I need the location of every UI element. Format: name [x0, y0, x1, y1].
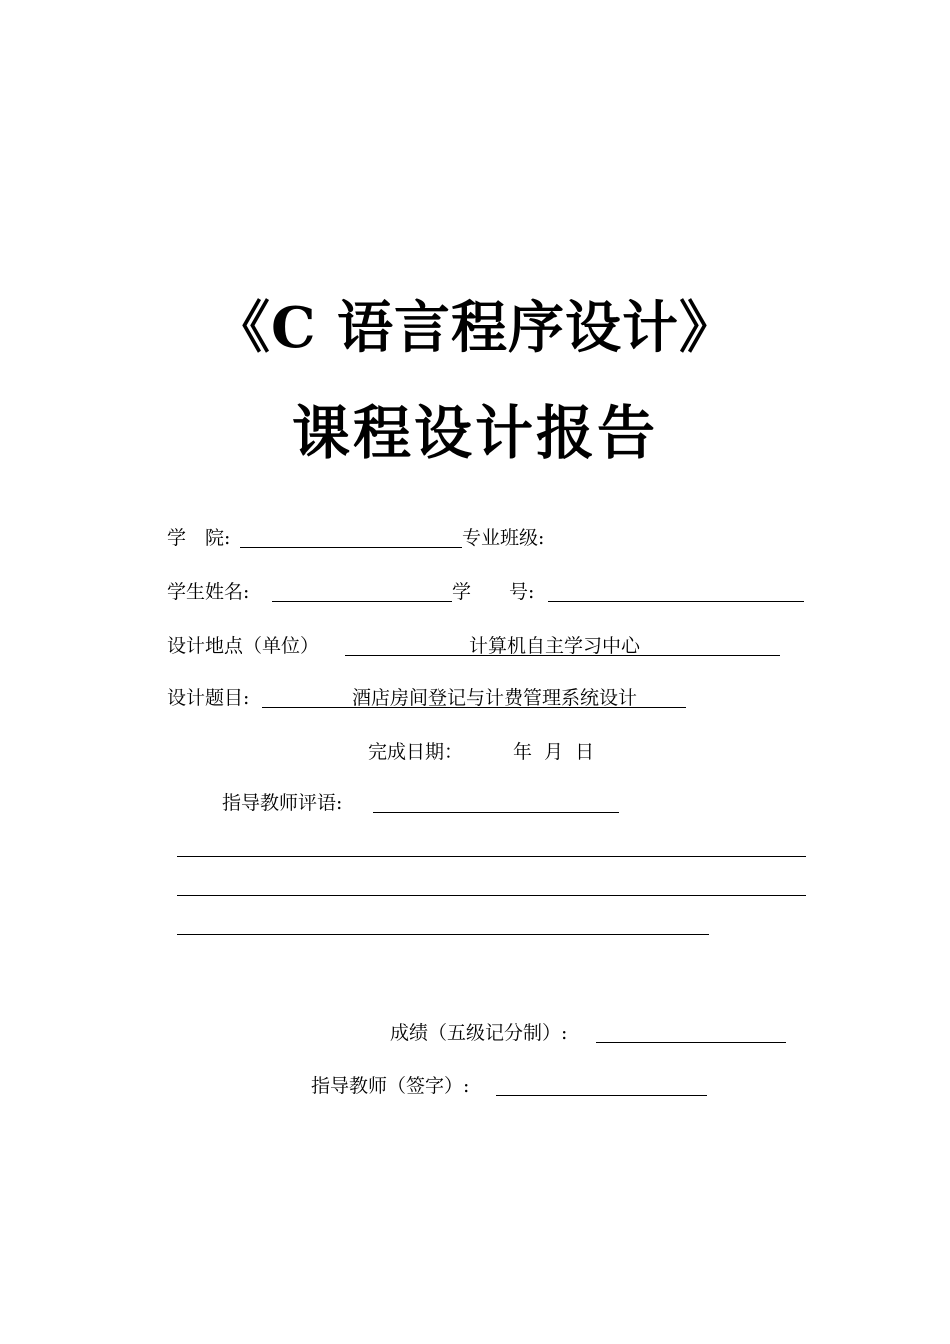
advisor-comment-label: 指导教师评语: — [222, 792, 343, 814]
location-value: 计算机自主学习中心 — [469, 635, 641, 657]
topic-label: 设计题目: — [167, 687, 250, 709]
college-blank[interactable] — [240, 547, 462, 548]
completion-date-label: 完成日期： — [368, 741, 464, 763]
major-class-label: 专业班级: — [462, 527, 545, 549]
location-label: 设计地点（单位） — [167, 635, 320, 657]
advisor-comment-blank[interactable] — [373, 812, 619, 813]
grade-label: 成绩（五级记分制）: — [390, 1022, 568, 1044]
student-name-label: 学生姓名: — [167, 581, 250, 603]
completion-date-value: 年 月 日 — [513, 741, 595, 763]
grade-blank[interactable] — [596, 1042, 786, 1043]
comment-line-3[interactable] — [177, 934, 709, 935]
college-label: 学 院: — [167, 527, 231, 549]
advisor-signature-label: 指导教师（签字）: — [311, 1075, 470, 1097]
comment-line-1[interactable] — [177, 856, 806, 857]
report-title-line-1: 《C 语言程序设计》 — [213, 295, 737, 361]
student-id-label: 学 号: — [452, 581, 535, 603]
topic-value: 酒店房间登记与计费管理系统设计 — [352, 687, 638, 709]
report-title-line-2: 课程设计报告 — [291, 399, 658, 467]
comment-line-2[interactable] — [177, 895, 806, 896]
student-name-blank[interactable] — [272, 601, 452, 602]
advisor-signature-blank[interactable] — [496, 1095, 707, 1096]
student-id-blank[interactable] — [548, 601, 804, 602]
